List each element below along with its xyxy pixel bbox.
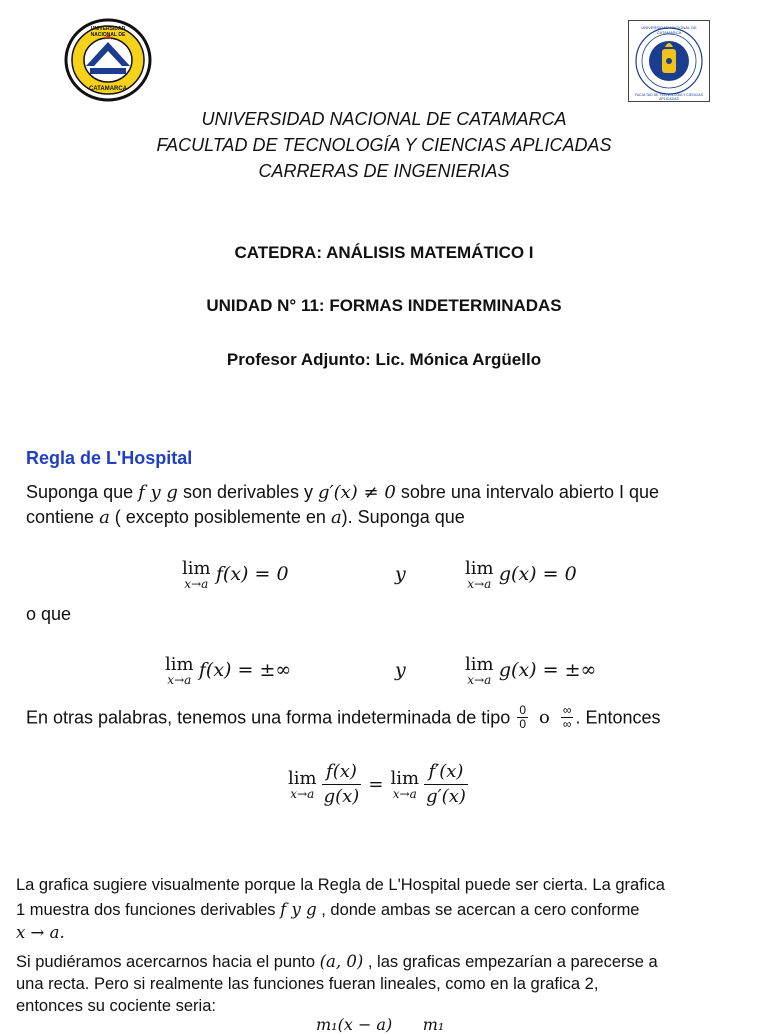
rule-gp: g′(x) <box>426 786 466 807</box>
lim-word: lim <box>390 767 420 789</box>
p1-text-a: Suponga que <box>26 482 139 502</box>
paragraph-zoom-line3: entonces su cociente seria: <box>16 997 216 1015</box>
eq1-left: f(x) = 0 <box>215 563 289 586</box>
lim-word: lim <box>465 654 494 675</box>
p1-text-c: sobre una intervalo abierto I que <box>395 482 659 502</box>
paragraph-indeterminate <box>26 704 661 731</box>
logo-left-text-bottom: CATAMARCA <box>88 86 128 92</box>
paragraph-zoom-line1: Si pudiéramos acercarnos hacia el punto (a, 0) , las graficas empezarían a parecerse a <box>16 952 658 971</box>
lim-word: lim <box>182 558 211 579</box>
paragraph-graph-line1: La grafica sugiere visualmente porque la Regla de L'Hospital puede ser cierta. La grafica <box>16 876 665 894</box>
equation-lhospital-rule <box>288 760 468 809</box>
university-logo-left <box>64 18 152 102</box>
paragraph-zoom-line2: una recta. Pero si realmente las funciones fueran lineales, como en la grafica 2, <box>16 975 599 993</box>
p2-a2: a <box>330 507 342 528</box>
fraction-fprime-over-gprime <box>424 760 468 809</box>
lim-word: lim <box>288 767 317 789</box>
p2-a: a <box>99 507 110 528</box>
logo-left-text-top: UNIVERSIDAD NACIONAL DE <box>90 26 126 38</box>
lim-word: lim <box>165 654 194 675</box>
section-title: Regla de L'Hospital <box>26 448 193 468</box>
fraction-inf-inf: $\frac{\infty}{\infty}$ <box>562 703 572 731</box>
eq2-connector: y <box>395 659 406 681</box>
paragraph-graph-line2: 1 muestra dos funciones derivables f y g , donde ambas se acercan a cero conforme <box>16 900 640 919</box>
header-profesor: Profesor Adjunto: Lic. Mónica Argüello <box>226 350 542 369</box>
rule-f: f(x) <box>322 760 362 785</box>
paragraph-hypothesis-line2 <box>26 505 465 530</box>
p1-gprime: g′(x) ≠ 0 <box>318 482 396 503</box>
lim-sub: x→a <box>392 786 417 801</box>
p3-o: o <box>539 706 550 728</box>
faculty-logo-right <box>628 20 710 102</box>
logo-right-text: UNIVERSIDAD NACIONAL DE CATAMARCA <box>641 25 697 35</box>
lim-sub: x→a <box>467 673 492 687</box>
header-faculty: FACULTAD DE TECNOLOGÍA Y CIENCIAS APLICADAS <box>156 135 612 155</box>
p1-g: g <box>166 482 178 503</box>
equation-limits-zero <box>182 560 289 590</box>
lim-word: lim <box>465 558 494 579</box>
logo-right-text-bottom: FACULTAD DE TECNOLOGÍA Y CIENCIAS APLICADAS <box>635 93 703 101</box>
eq1-right: g(x) = 0 <box>498 563 577 586</box>
p2-text-b: ( excepto posiblemente en <box>109 507 331 527</box>
cut-off-formula: m₁(x − a) m₁ <box>316 1015 445 1034</box>
equation-limits-infinity <box>165 656 291 686</box>
equation-limits-zero-right <box>465 560 577 590</box>
fraction-zero-zero: $\frac{0}{0}$ <box>519 703 526 731</box>
eq2-left: f(x) = ±∞ <box>198 659 292 682</box>
header-careers: CARRERAS DE INGENIERIAS <box>258 161 510 181</box>
eq1-connector: y <box>395 563 406 585</box>
rule-g: g(x) <box>323 786 360 807</box>
header-university: UNIVERSIDAD NACIONAL DE CATAMARCA <box>201 109 567 129</box>
lim-sub: x→a <box>290 786 315 801</box>
eq2-right: g(x) = ±∞ <box>498 659 597 682</box>
header-catedra: CATEDRA: ANÁLISIS MATEMÁTICO I <box>234 243 534 262</box>
p1-y: y <box>144 482 167 503</box>
header-unidad: UNIDAD N° 11: FORMAS INDETERMINADAS <box>206 296 562 315</box>
p3-text-a: En otras palabras, tenemos una forma indeterminada de tipo <box>26 707 511 728</box>
p2-text-a: contiene <box>26 507 100 527</box>
lim-sub: x→a <box>467 577 492 591</box>
lim-sub: x→a <box>167 673 192 687</box>
p2-text-c: ). Suponga que <box>341 507 465 527</box>
paragraph-hypothesis-line1 <box>26 480 750 505</box>
fraction-f-over-g <box>322 760 362 809</box>
or-text: o que <box>26 604 72 624</box>
rule-fp: f′(x) <box>424 760 468 785</box>
p1-f: f <box>138 482 145 503</box>
equation-limits-infinity-right <box>465 656 596 686</box>
rule-equals: = <box>368 774 384 795</box>
lim-sub: x→a <box>184 577 209 591</box>
paragraph-graph-line3: x → a. <box>16 923 65 942</box>
p1-text-b: son derivables y <box>177 482 319 502</box>
p3-text-b: . Entonces <box>575 707 661 728</box>
